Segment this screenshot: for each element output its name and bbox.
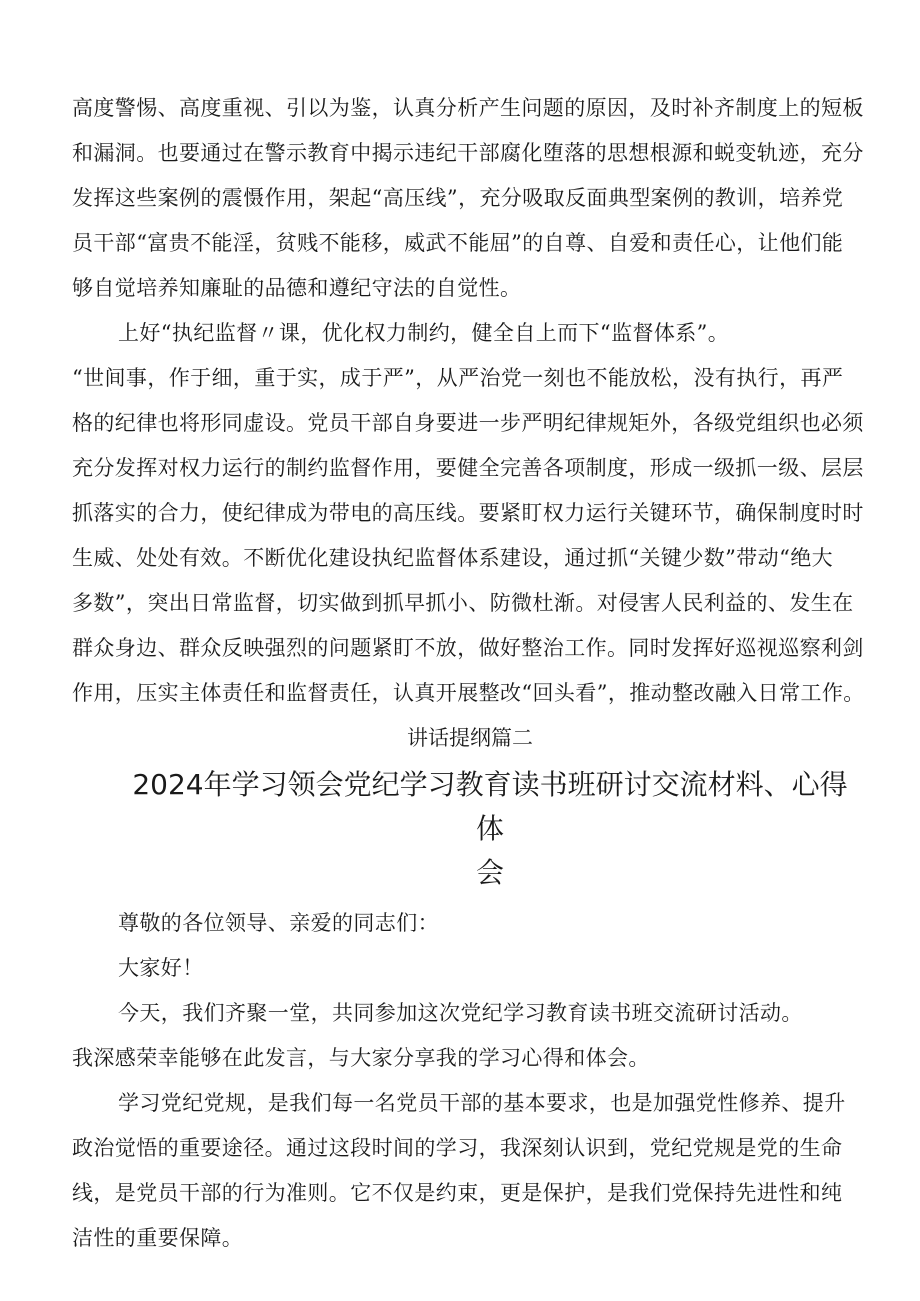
text-line: 作用，压实主体责任和监督责任，认真开展整改“回头看”，推动整改融入日常工作。 [72, 681, 865, 705]
paragraph-3 [72, 991, 858, 1081]
text-line: 学习党纪党规，是我们每一名党员干部的基本要求，也是加强党性修养、提升 [118, 1091, 846, 1115]
text-line: 抓落实的合力，使纪律成为带电的高压线。要紧盯权力运行关键环节，确保制度时时 [72, 501, 864, 525]
text-line: “世间事，作于细，重于实，成于严”，从严治党一刻也不能放松，没有执行，再严 [72, 366, 844, 390]
text-line: 格的纪律也将形同虚设。党员干部自身要进一步严明纪律规矩外，各级党组织也必须 [72, 411, 864, 435]
text-line: 我深感荣幸能够在此发言，与大家分享我的学习心得和体会。 [72, 1046, 650, 1070]
text-line: 够自觉培养知廉耻的品德和遵纪守法的自觉性。 [72, 276, 522, 300]
document-title [72, 763, 858, 895]
paragraph-4 [72, 1081, 858, 1261]
text-line: 员干部“富贵不能淫，贫贱不能移，威武不能屈”的自尊、自爱和责任心，让他们能 [72, 231, 844, 255]
text-line: 线，是党员干部的行为准则。它不仅是约束，更是保护，是我们党保持先进性和纯 [72, 1181, 843, 1205]
title-line-2: 会 [475, 856, 504, 889]
section-heading-line: 上好“执纪监督〃课，优化权力制约，健全自上而下“监督体系”。 [118, 321, 730, 345]
text-line: 群众身边、群众反映强烈的问题紧盯不放，做好整治工作。同时发挥好巡视巡察利剑 [72, 636, 864, 660]
text-line: 发挥这些案例的震慑作用，架起“高压线”，充分吸取反面典型案例的教训，培养党 [72, 186, 844, 210]
section-label: 讲话提纲篇二 [407, 726, 533, 750]
text-line: 高度警惕、高度重视、引以为鉴，认真分析产生问题的原因，及时补齐制度上的短板 [72, 96, 864, 120]
text-line: 生威、处处有效。不断优化建设执纪监督体系建设，通过抓“关键少数”带动“绝大 [72, 546, 834, 570]
title-line-1: 2024年学习领会党纪学习教育读书班研讨交流材料、心得体 [132, 768, 848, 845]
paragraph-1 [72, 86, 864, 311]
greeting: 尊敬的各位领导、亲爱的同志们： [118, 911, 439, 935]
text-line: 和漏洞。也要通过在警示教育中揭示违纪干部腐化堕落的思想根源和蜕变轨迹，充分 [72, 141, 864, 165]
text-line: 政治觉悟的重要途径。通过这段时间的学习，我深刻认识到，党纪党规是党的生命 [72, 1136, 843, 1160]
text-line: 今天，我们齐聚一堂，共同参加这次党纪学习教育读书班交流研讨活动。 [118, 1001, 803, 1025]
document-page [72, 86, 865, 1261]
hello: 大家好！ [118, 956, 204, 980]
text-line: 洁性的重要保障。 [72, 1226, 244, 1250]
paragraph-2 [72, 356, 865, 716]
text-line: 充分发挥对权力运行的制约监督作用，要健全完善各项制度，形成一级抓一级、层层 [72, 456, 864, 480]
text-line: 多数”，突出日常监督，切实做到抓早抓小、防微杜渐。对侵害人民利益的、发生在 [72, 591, 854, 615]
